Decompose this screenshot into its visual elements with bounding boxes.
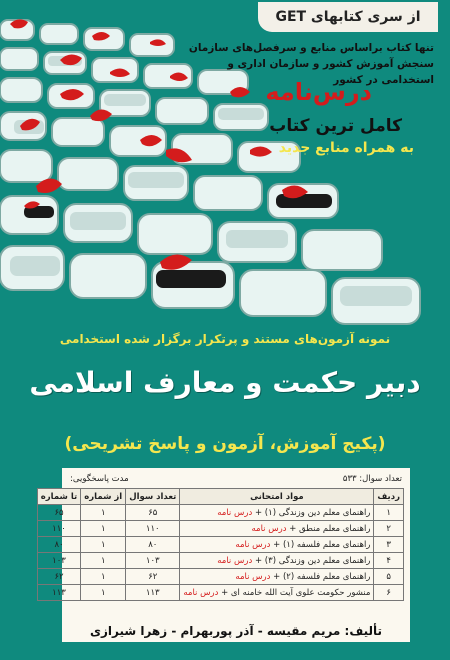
- table-row: [37, 569, 403, 585]
- row-subject: [180, 553, 374, 569]
- col-header-to: تا شماره: [37, 489, 81, 505]
- row-index: ۵: [374, 569, 404, 585]
- table-row: [37, 553, 403, 569]
- subject-suffix: درس نامه: [217, 555, 253, 566]
- table-row: [37, 537, 403, 553]
- row-count: ۸۰: [126, 537, 180, 553]
- row-index: ۳: [374, 537, 404, 553]
- row-count: ۱۰۳: [126, 553, 180, 569]
- sample-exams-line: نمونه آزمون‌های مستند و پرتکرار برگزار شده استخدامی: [59, 332, 391, 346]
- row-subject: [180, 537, 374, 553]
- row-count: ۶۲: [126, 569, 180, 585]
- subjects-table: [37, 488, 404, 601]
- table-row: [37, 505, 403, 521]
- row-to: ۶۲: [37, 569, 81, 585]
- row-index: ۶: [374, 585, 404, 601]
- subject-text: راهنمای معلم فلسفه (۲) +: [270, 571, 371, 582]
- row-index: ۴: [374, 553, 404, 569]
- table-row: [37, 585, 403, 601]
- row-to: ۸۰: [37, 537, 81, 553]
- col-header-from: از شماره: [81, 489, 126, 505]
- row-subject: [180, 585, 374, 601]
- row-count: ۱۱۰: [126, 521, 180, 537]
- top-note: تنها کتاب براساس منابع و سرفصل‌های سازمان سنجش آموزش کشور و سازمان اداری و استخدامی در کشور: [188, 42, 434, 86]
- table-row: [37, 521, 403, 537]
- table-header-row: [37, 489, 403, 505]
- subject-text: راهنمای معلم دین وزندگی (۳) +: [252, 555, 371, 566]
- row-index: ۲: [374, 521, 404, 537]
- row-from: ۱: [81, 569, 126, 585]
- row-from: ۱: [81, 537, 126, 553]
- answer-time-label: مدت پاسخگویی:: [70, 474, 129, 484]
- subject-suffix: درس نامه: [235, 571, 271, 582]
- row-to: ۶۵: [37, 505, 81, 521]
- row-to: ۱۱۳: [37, 585, 81, 601]
- row-subject: [180, 521, 374, 537]
- book-title: دبیر حکمت و معارف اسلامی: [29, 366, 421, 399]
- bottom-strip: [0, 642, 450, 660]
- row-from: ۱: [81, 505, 126, 521]
- row-count: ۱۱۳: [126, 585, 180, 601]
- headline: درس‌نامه: [265, 78, 372, 106]
- panel-header: [68, 474, 404, 488]
- subject-suffix: درس نامه: [217, 507, 253, 518]
- subject-text: راهنمای معلم منطق +: [286, 523, 371, 534]
- subject-suffix: درس نامه: [251, 523, 287, 534]
- subject-suffix: درس نامه: [235, 539, 271, 550]
- question-count-label: تعداد سوال: ۵۳۳: [342, 474, 402, 484]
- col-header-subject: مواد امتحانی: [180, 489, 374, 505]
- subject-suffix: درس نامه: [183, 587, 219, 598]
- subheadline: کامل ترین کتاب: [269, 116, 402, 136]
- tagline: به همراه منابع جدید: [278, 140, 414, 156]
- row-from: ۱: [81, 553, 126, 569]
- book-subtitle: (پکیج آموزش، آزمون و پاسخ تشریحی): [64, 434, 386, 454]
- col-header-count: تعداد سوال: [126, 489, 180, 505]
- row-count: ۶۵: [126, 505, 180, 521]
- subject-text: راهنمای معلم فلسفه (۱) +: [270, 539, 371, 550]
- series-badge: از سری کتابهای GET: [258, 2, 438, 32]
- row-to: ۱۰۳: [37, 553, 81, 569]
- row-subject: [180, 505, 374, 521]
- row-to: ۱۱۰: [37, 521, 81, 537]
- subject-text: منشور حکومت علوی آیت الله خامنه ای +: [218, 587, 371, 598]
- row-from: ۱: [81, 585, 126, 601]
- row-subject: [180, 569, 374, 585]
- row-from: ۱: [81, 521, 126, 537]
- row-index: ۱: [374, 505, 404, 521]
- subject-text: راهنمای معلم دین وزندگی (۱) +: [252, 507, 371, 518]
- authors-line: تألیف: مریم مقیسه - آذر پوربهرام - زهرا شیرازی: [89, 624, 383, 638]
- exam-info-panel: [40, 468, 410, 644]
- col-header-index: ردیف: [374, 489, 404, 505]
